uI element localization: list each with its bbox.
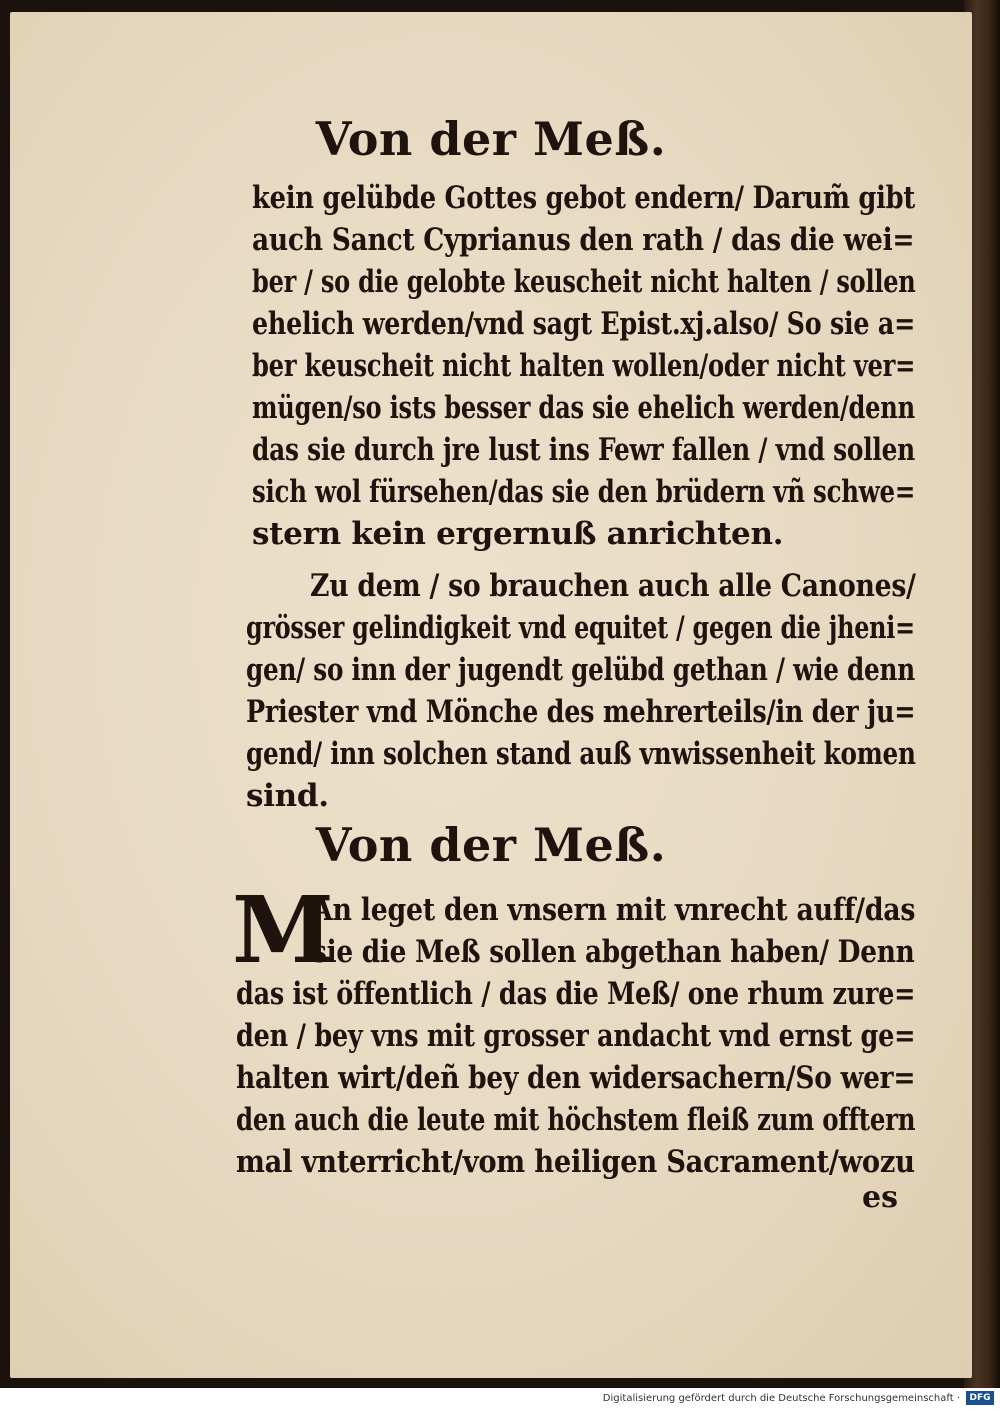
- text-line: den / bey vns mit grosser andacht vnd ernst ge=: [236, 1018, 916, 1054]
- text-line: mügen/so ists besser das sie ehelich werden/denn: [252, 390, 915, 426]
- text-line: An leget den vnsern mit vnrecht auff/das: [312, 892, 916, 928]
- text-line: stern kein ergernuß anrichten.: [252, 516, 784, 552]
- text-line: sind.: [246, 778, 329, 814]
- running-heading: Von der Meß.: [315, 112, 667, 166]
- catchword: es: [862, 1180, 898, 1215]
- funding-credit: Digitalisierung gefördert durch die Deutsche Forschungsgemeinschaft ·: [602, 1393, 960, 1404]
- dfg-logo: DFG: [966, 1391, 994, 1405]
- text-line: sie die Meß sollen abgethan haben/ Denn: [312, 934, 915, 970]
- text-line: gend/ inn solchen stand auß vnwissenheit komen: [246, 736, 916, 772]
- text-line: grösser gelindigkeit vnd equitet / gegen die jheni=: [246, 610, 915, 646]
- text-line: Priester vnd Mönche des mehrerteils/in der ju=: [246, 694, 916, 730]
- footer-bar: [0, 1388, 1000, 1410]
- text-line: Zu dem / so brauchen auch alle Canones/: [310, 568, 916, 604]
- section-heading: Von der Meß.: [315, 818, 667, 872]
- text-line: ber / so die gelobte keuscheit nicht halten / sollen: [252, 264, 916, 300]
- text-line: halten wirt/deñ bey den widersachern/So wer=: [236, 1060, 916, 1096]
- text-line: auch Sanct Cyprianus den rath / das die wei=: [252, 222, 915, 258]
- text-line: gen/ so inn der jugendt gelübd gethan / wie denn: [246, 652, 915, 688]
- text-line: kein gelübde Gottes gebot endern/ Darum̃ gibt: [252, 180, 916, 216]
- text-line: ehelich werden/vnd sagt Epist.xj.also/ So sie a=: [252, 306, 916, 342]
- text-line: das ist öffentlich / das die Meß/ one rhum zure=: [236, 976, 916, 1012]
- text-line: das sie durch jre lust ins Fewr fallen / vnd sollen: [252, 432, 915, 468]
- text-line: ber keuscheit nicht halten wollen/oder nicht ver=: [252, 348, 916, 384]
- book-page: [10, 12, 972, 1378]
- text-line: den auch die leute mit höchstem fleiß zum offtern: [236, 1102, 916, 1138]
- drop-cap-initial: M: [232, 876, 334, 984]
- text-line: mal vnterricht/vom heiligen Sacrament/wozu: [236, 1144, 915, 1180]
- text-line: sich wol fürsehen/das sie den brüdern vñ schwe=: [252, 474, 916, 510]
